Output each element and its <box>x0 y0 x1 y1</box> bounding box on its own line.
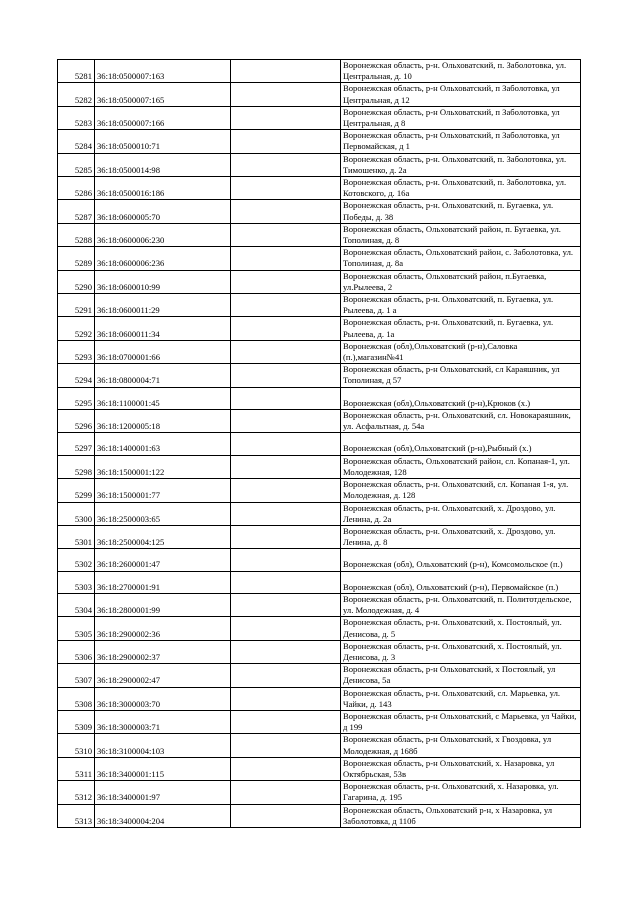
cadastral-number-cell: 36:18:0500007:165 <box>95 83 231 106</box>
empty-cell <box>231 617 341 640</box>
empty-cell <box>231 640 341 663</box>
row-number-cell: 5304 <box>58 593 95 616</box>
cadastral-number-cell: 36:18:3000003:71 <box>95 710 231 733</box>
cadastral-number-cell: 36:18:2900002:47 <box>95 664 231 687</box>
address-cell: Воронежская (обл), Ольховатский (р-н), Комсомольское (п.) <box>341 549 581 571</box>
cadastral-number-cell: 36:18:0600011:34 <box>95 317 231 340</box>
row-number-cell: 5312 <box>58 781 95 804</box>
cadastral-number-cell: 36:18:3100004:103 <box>95 734 231 757</box>
table-row <box>58 294 581 317</box>
cadastral-number-cell: 36:18:3400001:115 <box>95 757 231 780</box>
row-number-cell: 5291 <box>58 294 95 317</box>
cadastral-number-cell: 36:18:1400001:63 <box>95 433 231 455</box>
cadastral-number-cell: 36:18:1500001:77 <box>95 479 231 502</box>
table-row <box>58 593 581 616</box>
address-cell: Воронежская область, р-н Ольховатский, х. Назаровка, ул Октябрьская, 53в <box>341 757 581 780</box>
empty-cell <box>231 781 341 804</box>
row-number-cell: 5282 <box>58 83 95 106</box>
table-row <box>58 455 581 478</box>
table-row <box>58 409 581 432</box>
empty-cell <box>231 593 341 616</box>
address-cell: Воронежская область, р-н Ольховатский, с Марьевка, ул Чайки, д 199 <box>341 710 581 733</box>
table-row <box>58 106 581 129</box>
row-number-cell: 5294 <box>58 364 95 387</box>
address-cell: Воронежская область, р-н. Ольховатский, п. Заболотовка, ул. Котовского, д. 16а <box>341 177 581 200</box>
table-row <box>58 83 581 106</box>
address-cell: Воронежская область, р-н. Ольховатский, п. Заболотовка, ул. Центральная, д. 10 <box>341 60 581 83</box>
table-row <box>58 549 581 571</box>
row-number-cell: 5283 <box>58 106 95 129</box>
row-number-cell: 5292 <box>58 317 95 340</box>
address-cell: Воронежская (обл), Ольховатский (р-н), Первомайское (п.) <box>341 571 581 593</box>
table-row <box>58 571 581 593</box>
table-row <box>58 60 581 83</box>
table-row <box>58 223 581 246</box>
row-number-cell: 5309 <box>58 710 95 733</box>
empty-cell <box>231 687 341 710</box>
table-row <box>58 247 581 270</box>
address-cell: Воронежская (обл),Ольховатский (р-н),Рыбный (х.) <box>341 433 581 455</box>
address-cell: Воронежская область, р-н. Ольховатский, п. Бугаевка, ул. Победы, д. 38 <box>341 200 581 223</box>
empty-cell <box>231 60 341 83</box>
empty-cell <box>231 549 341 571</box>
row-number-cell: 5296 <box>58 409 95 432</box>
address-cell: Воронежская область, р-н. Ольховатский, сл. Копаная 1-я, ул. Молодежная, д. 128 <box>341 479 581 502</box>
address-cell: Воронежская область, р-н Ольховатский, сл Караяшник, ул Тополиная, д 57 <box>341 364 581 387</box>
empty-cell <box>231 433 341 455</box>
row-number-cell: 5297 <box>58 433 95 455</box>
registry-rows <box>58 60 581 828</box>
cadastral-number-cell: 36:18:3000003:70 <box>95 687 231 710</box>
row-number-cell: 5306 <box>58 640 95 663</box>
empty-cell <box>231 200 341 223</box>
table-row <box>58 130 581 153</box>
address-cell: Воронежская (обл),Ольховатский (р-н),Крюков (х.) <box>341 387 581 409</box>
table-row <box>58 757 581 780</box>
table-row <box>58 781 581 804</box>
empty-cell <box>231 340 341 363</box>
cadastral-number-cell: 36:18:0800004:71 <box>95 364 231 387</box>
empty-cell <box>231 83 341 106</box>
empty-cell <box>231 294 341 317</box>
empty-cell <box>231 130 341 153</box>
empty-cell <box>231 664 341 687</box>
cadastral-number-cell: 36:18:0500007:166 <box>95 106 231 129</box>
cadastral-number-cell: 36:18:0600006:236 <box>95 247 231 270</box>
empty-cell <box>231 387 341 409</box>
cadastral-number-cell: 36:18:1100001:45 <box>95 387 231 409</box>
table-row <box>58 617 581 640</box>
row-number-cell: 5313 <box>58 804 95 827</box>
table-row <box>58 200 581 223</box>
address-cell: Воронежская область, Ольховатский район, сл. Копаная-1, ул. Молодежная, 128 <box>341 455 581 478</box>
row-number-cell: 5288 <box>58 223 95 246</box>
address-cell: Воронежская область, р-н Ольховатский, п Заболотовка, ул Первомайская, д 1 <box>341 130 581 153</box>
registry-table <box>57 59 581 828</box>
table-row <box>58 177 581 200</box>
row-number-cell: 5307 <box>58 664 95 687</box>
table-row <box>58 270 581 293</box>
cadastral-number-cell: 36:18:2900002:37 <box>95 640 231 663</box>
cadastral-number-cell: 36:18:2800001:99 <box>95 593 231 616</box>
row-number-cell: 5293 <box>58 340 95 363</box>
row-number-cell: 5300 <box>58 502 95 525</box>
table-row <box>58 502 581 525</box>
row-number-cell: 5303 <box>58 571 95 593</box>
cadastral-number-cell: 36:18:2600001:47 <box>95 549 231 571</box>
empty-cell <box>231 364 341 387</box>
row-number-cell: 5281 <box>58 60 95 83</box>
address-cell: Воронежская область, Ольховатский район, п. Бугаевка, ул. Тополиная, д. 8 <box>341 223 581 246</box>
address-cell: Воронежская область, Ольховатский район, п.Бугаевка, ул.Рылеева, 2 <box>341 270 581 293</box>
address-cell: Воронежская область, р-н. Ольховатский, х. Постоялый, ул. Денисова, д. 3 <box>341 640 581 663</box>
table-row <box>58 387 581 409</box>
address-cell: Воронежская область, р-н. Ольховатский, х. Назаровка, ул. Гагарина, д. 195 <box>341 781 581 804</box>
row-number-cell: 5302 <box>58 549 95 571</box>
row-number-cell: 5286 <box>58 177 95 200</box>
row-number-cell: 5308 <box>58 687 95 710</box>
empty-cell <box>231 571 341 593</box>
cadastral-number-cell: 36:18:2700001:91 <box>95 571 231 593</box>
empty-cell <box>231 502 341 525</box>
empty-cell <box>231 757 341 780</box>
table-row <box>58 734 581 757</box>
row-number-cell: 5310 <box>58 734 95 757</box>
empty-cell <box>231 409 341 432</box>
address-cell: Воронежская область, р-н Ольховатский, х Гвоздовка, ул Молодежная, д 168б <box>341 734 581 757</box>
row-number-cell: 5299 <box>58 479 95 502</box>
empty-cell <box>231 734 341 757</box>
table-row <box>58 710 581 733</box>
row-number-cell: 5287 <box>58 200 95 223</box>
address-cell: Воронежская область, р-н. Ольховатский, х. Дроздово, ул. Ленина, д. 8 <box>341 525 581 548</box>
cadastral-number-cell: 36:18:1200005:18 <box>95 409 231 432</box>
cadastral-number-cell: 36:18:0600005:70 <box>95 200 231 223</box>
cadastral-number-cell: 36:18:0500007:163 <box>95 60 231 83</box>
address-cell: Воронежская область, р-н Ольховатский, п Заболотовка, ул Центральная, д 8 <box>341 106 581 129</box>
cadastral-number-cell: 36:18:0500016:186 <box>95 177 231 200</box>
cadastral-number-cell: 36:18:0600006:230 <box>95 223 231 246</box>
cadastral-number-cell: 36:18:0600011:29 <box>95 294 231 317</box>
table-row <box>58 525 581 548</box>
empty-cell <box>231 153 341 176</box>
row-number-cell: 5284 <box>58 130 95 153</box>
address-cell: Воронежская область, р-н. Ольховатский, п. Бугаевка, ул. Рылеева, д. 1а <box>341 317 581 340</box>
row-number-cell: 5285 <box>58 153 95 176</box>
row-number-cell: 5298 <box>58 455 95 478</box>
row-number-cell: 5295 <box>58 387 95 409</box>
address-cell: Воронежская область, р-н. Ольховатский, п. Бугаевка, ул. Рылеева, д. 1 а <box>341 294 581 317</box>
address-cell: Воронежская область, Ольховатский р-н, х Назаровка, ул Заболотовка, д 110б <box>341 804 581 827</box>
row-number-cell: 5289 <box>58 247 95 270</box>
table-row <box>58 433 581 455</box>
empty-cell <box>231 455 341 478</box>
empty-cell <box>231 270 341 293</box>
row-number-cell: 5301 <box>58 525 95 548</box>
table-row <box>58 804 581 827</box>
table-row <box>58 340 581 363</box>
address-cell: Воронежская область, р-н. Ольховатский, п. Заболотовка, ул. Тимошенко, д. 2а <box>341 153 581 176</box>
table-row <box>58 640 581 663</box>
cadastral-number-cell: 36:18:1500001:122 <box>95 455 231 478</box>
cadastral-number-cell: 36:18:0700001:66 <box>95 340 231 363</box>
table-row <box>58 664 581 687</box>
cadastral-number-cell: 36:18:0500014:98 <box>95 153 231 176</box>
address-cell: Воронежская область, р-н. Ольховатский, п. Политотдельское, ул. Молодежная, д. 4 <box>341 593 581 616</box>
address-cell: Воронежская область, р-н. Ольховатский, х. Дроздово, ул. Ленина, д. 2а <box>341 502 581 525</box>
cadastral-number-cell: 36:18:3400004:204 <box>95 804 231 827</box>
table-row <box>58 687 581 710</box>
empty-cell <box>231 106 341 129</box>
table-row <box>58 317 581 340</box>
address-cell: Воронежская область, Ольховатский район, с. Заболотовка, ул. Тополиная, д. 8а <box>341 247 581 270</box>
empty-cell <box>231 479 341 502</box>
empty-cell <box>231 247 341 270</box>
cadastral-number-cell: 36:18:2500004:125 <box>95 525 231 548</box>
empty-cell <box>231 317 341 340</box>
address-cell: Воронежская область, р-н. Ольховатский, сл. Новокараяшник, ул. Асфальтная, д. 54а <box>341 409 581 432</box>
empty-cell <box>231 804 341 827</box>
table-row <box>58 364 581 387</box>
empty-cell <box>231 710 341 733</box>
row-number-cell: 5290 <box>58 270 95 293</box>
address-cell: Воронежская область, р-н Ольховатский, п Заболотовка, ул Центральная, д 12 <box>341 83 581 106</box>
address-cell: Воронежская область, р-н. Ольховатский, х. Постоялый, ул. Денисова, д. 5 <box>341 617 581 640</box>
cadastral-number-cell: 36:18:3400001:97 <box>95 781 231 804</box>
address-cell: Воронежская область, р-н Ольховатский, х Постоялый, ул Денисова, 5а <box>341 664 581 687</box>
cadastral-number-cell: 36:18:2900002:36 <box>95 617 231 640</box>
row-number-cell: 5305 <box>58 617 95 640</box>
cadastral-number-cell: 36:18:0600010:99 <box>95 270 231 293</box>
row-number-cell: 5311 <box>58 757 95 780</box>
address-cell: Воронежская область, р-н. Ольховатский, сл. Марьевка, ул. Чайки, д. 143 <box>341 687 581 710</box>
cadastral-number-cell: 36:18:0500010:71 <box>95 130 231 153</box>
empty-cell <box>231 223 341 246</box>
empty-cell <box>231 177 341 200</box>
cadastral-number-cell: 36:18:2500003:65 <box>95 502 231 525</box>
table-row <box>58 153 581 176</box>
address-cell: Воронежская (обл),Ольховатский (р-н),Саловка (п.),магазин№41 <box>341 340 581 363</box>
table-row <box>58 479 581 502</box>
empty-cell <box>231 525 341 548</box>
